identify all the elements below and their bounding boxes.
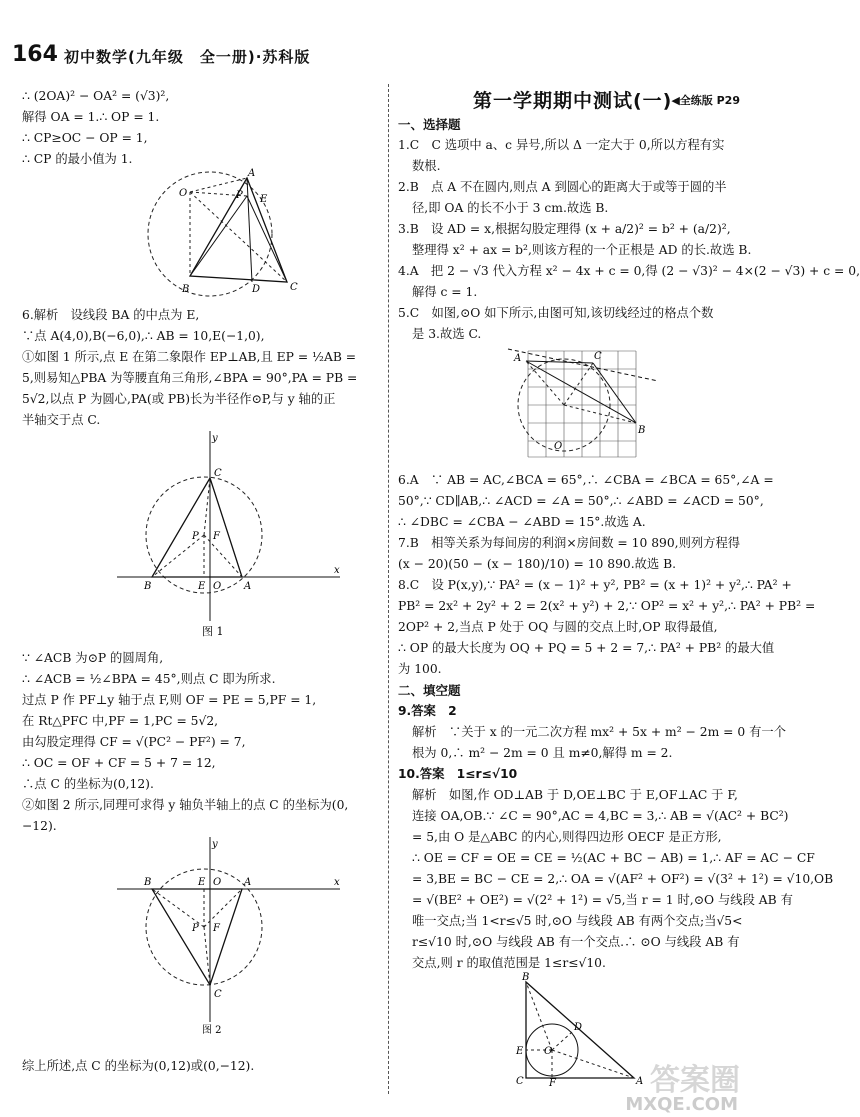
text-line: 综上所述,点 C 的坐标为(0,12)或(0,−12).: [22, 1059, 255, 1073]
exam-title-row: [398, 86, 740, 112]
label-a: A: [244, 581, 252, 592]
label-f: F: [549, 1078, 556, 1089]
label-c: C: [516, 1076, 524, 1087]
label-d: D: [574, 1022, 583, 1033]
label-e: E: [198, 877, 206, 888]
left-column: [22, 86, 382, 1077]
label-f: F: [213, 531, 220, 542]
text-line: 解得 c = 1.: [412, 285, 478, 299]
text-line: 二、填空题: [398, 683, 461, 698]
figure-2-caption: 图 2: [202, 1025, 222, 1036]
label-y: y: [212, 433, 218, 444]
segment-ob: [526, 982, 552, 1050]
segment-ac: [526, 361, 593, 363]
text-line: 根为 0,∴ m² − 2m = 0 且 m≠0,解得 m = 2.: [412, 746, 673, 760]
text-line: = 3,BE = BC − CE = 2,∴ OA = √(AF² + OF²) = √(3² + 1²) = √10,OB: [412, 872, 834, 886]
segment-oa: [526, 361, 564, 405]
label-p: P: [236, 190, 243, 201]
page-number: 164: [12, 42, 58, 67]
text-line: 解析 如图,作 OD⊥AB 于 D,OE⊥BC 于 E,OF⊥AC 于 F,: [412, 788, 738, 802]
text-line: = 5,由 O 是△ABC 的内心,则得四边形 OECF 是正方形,: [412, 830, 722, 844]
label-d: D: [252, 284, 261, 295]
label-e: E: [516, 1046, 524, 1057]
text-line: ②如图 2 所示,同理可求得 y 轴负半轴上的点 C 的坐标为(0,: [22, 798, 349, 812]
label-b: B: [182, 284, 190, 295]
text-line: 4.A 把 2 − √3 代入方程 x² − 4x + c = 0,得 (2 − √3)² − 4×(2 − √3) + c = 0,: [398, 264, 860, 278]
text-line: 交点,则 r 的取值范围是 1≤r≤√10.: [412, 956, 606, 970]
text-line: 过点 P 作 PF⊥y 轴于点 F,则 OF = PE = 5,PF = 1,: [22, 693, 317, 707]
label-a: A: [248, 168, 256, 179]
text-line: ①如图 1 所示,点 E 在第二象限作 EP⊥AB,且 EP = ½AB =: [22, 350, 357, 364]
text-line: 由勾股定理得 CF = √(PC² − PF²) = 7,: [22, 735, 246, 749]
text-line: 5√2,以点 P 为圆心,PA(或 PB)长为半径作⊙P,与 y 轴的正: [22, 392, 336, 406]
text-line: 在 Rt△PFC 中,PF = 1,PC = 5√2,: [22, 714, 219, 728]
segment-oa: [552, 1050, 634, 1078]
text-line: 唯一交点;当 1<r≤√5 时,⊙O 与线段 AB 有两个交点;当√5<: [412, 914, 743, 928]
text-line: 为 100.: [398, 662, 442, 676]
text-line: ∴ OE = CF = OE = CE = ½(AC + BC − AB) = 1,∴ AF = AC − CF: [412, 851, 815, 865]
book-title: 初中数学(九年级 全一册)·苏科版: [64, 48, 311, 66]
text-line: 解析 ∵关于 x 的一元二次方程 mx² + 5x + m² − 2m = 0 有一个: [412, 725, 786, 739]
text-line: 7.B 相等关系为每间房的利润×房间数 = 10 890,则列方程得: [398, 536, 741, 550]
label-b: B: [638, 425, 646, 436]
segment-ab: [526, 361, 636, 423]
segment-ad: [247, 178, 252, 282]
text-line: −12).: [22, 819, 57, 833]
label-c: C: [214, 468, 222, 479]
text-line: 连接 OA,OB.∵ ∠C = 90°,AC = 4,BC = 3,∴ AB = √(AC² + BC²): [412, 809, 789, 823]
label-e: E: [260, 194, 268, 205]
segment-oc: [190, 192, 287, 282]
label-o: O: [179, 188, 188, 199]
label-b: B: [522, 972, 530, 983]
label-e: E: [198, 581, 206, 592]
solution-6-intro: [22, 305, 382, 431]
text-line: ∴ CP≥OC − OP = 1,: [22, 131, 148, 145]
solution-6-body: [22, 648, 382, 837]
segment-od: [552, 1032, 572, 1050]
text-line: 50°,∵ CD∥AB,∴ ∠ACD = ∠A = 50°,∴ ∠ABD = ∠ACD = 50°,: [398, 494, 764, 508]
segment-pc: [247, 196, 287, 282]
text-line: 6.解析 设线段 BA 的中点为 E,: [22, 308, 200, 322]
figure-2: [22, 837, 382, 1049]
text-line: = √(BE² + OE²) = √(2² + 1²) = √5,当 r = 1 时,⊙O 与线段 AB 有: [412, 893, 793, 907]
figure-circle-triangle: [22, 170, 382, 298]
label-x: x: [334, 877, 340, 888]
label-c: C: [290, 282, 298, 293]
text-line: PB² = 2x² + 2y² + 2 = 2(x² + y²) + 2,∵ OP² = x² + y²,∴ PA² + PB² =: [398, 599, 816, 613]
label-f: F: [213, 923, 220, 934]
text-line: 2.B 点 A 不在圆内,则点 A 到圆心的距离大于或等于圆的半: [398, 180, 727, 194]
solution-6-conclusion: [22, 1056, 382, 1077]
text-line: 半轴交于点 C.: [22, 413, 101, 427]
text-line: 5.C 如图,⊙O 如下所示,由图可知,该切线经过的格点个数: [398, 306, 714, 320]
text-line: ∵ ∠ACB 为⊙P 的圆周角,: [22, 651, 164, 665]
text-line: 5,则易知△PBA 为等腰直角三角形,∠BPA = 90°,PA = PB =: [22, 371, 358, 385]
text-line: ∵点 A(4,0),B(−6,0),∴ AB = 10,E(−1,0),: [22, 329, 265, 343]
text-line: 3.B 设 AD = x,根据勾股定理得 (x + a/2)² = b² + (a/2)²,: [398, 222, 731, 236]
page-header: [12, 42, 742, 70]
label-c: C: [594, 351, 602, 362]
text-line: ∴ OC = OF + CF = 5 + 7 = 12,: [22, 756, 216, 770]
text-line: ∴点 C 的坐标为(0,12).: [22, 777, 154, 791]
label-p: P: [192, 923, 199, 934]
text-line: 8.C 设 P(x,y),∵ PA² = (x − 1)² + y², PB² = (x + 1)² + y²,∴ PA² +: [398, 578, 792, 592]
label-b: B: [144, 877, 152, 888]
text-line: ∴ ∠DBC = ∠CBA − ∠ABD = 15°.故选 A.: [398, 515, 646, 529]
triangle-abc: [152, 889, 242, 985]
label-o: O: [554, 441, 563, 452]
label-c: C: [214, 989, 222, 1000]
watermark-url: MXQE.COM: [625, 1094, 738, 1115]
text-line: 10.答案 1≤r≤√10: [398, 767, 518, 781]
text-line: 是 3.故选 C.: [412, 327, 482, 341]
label-a: A: [244, 877, 252, 888]
right-column: [398, 86, 860, 1093]
tangent-line: [508, 349, 658, 381]
label-p: P: [192, 531, 199, 542]
segment-pb: [190, 196, 247, 276]
text-line: ∴ ∠ACB = ½∠BPA = 45°,则点 C 即为所求.: [22, 672, 276, 686]
figure-q5-grid: [398, 345, 740, 463]
text-line: 6.A ∵ AB = AC,∠BCA = 65°,∴ ∠CBA = ∠BCA = 65°,∠A =: [398, 473, 774, 487]
answers-1-5: [398, 114, 860, 345]
text-line: ∴ CP 的最小值为 1.: [22, 152, 133, 166]
exam-title: 第一学期期中测试(一): [473, 90, 673, 112]
text-line: (x − 20)(50 − (x − 180)/10) = 10 890.故选 B.: [398, 557, 677, 571]
label-a: A: [514, 353, 522, 364]
text-line: 1.C C 选项中 a、c 异号,所以 Δ 一定大于 0,所以方程有实: [398, 138, 725, 152]
label-a: A: [636, 1076, 644, 1087]
watermark-logo: 答案圈: [650, 1063, 740, 1098]
label-o: O: [544, 1046, 553, 1057]
column-divider: [388, 84, 390, 1094]
text-line: 一、选择题: [398, 117, 461, 132]
label-y: y: [212, 839, 218, 850]
exam-reference: ◀全练版 P29: [671, 94, 740, 107]
text-line: 径,即 OA 的长不小于 3 cm.故选 B.: [412, 201, 609, 215]
answers-6-10: [398, 470, 834, 974]
text-line: 数根.: [412, 159, 441, 173]
label-o: O: [213, 877, 222, 888]
text-line: r≤√10 时,⊙O 与线段 AB 有一个交点.∴ ⊙O 与线段 AB 有: [412, 935, 740, 949]
label-b: B: [144, 581, 152, 592]
text-line: ∴ OP 的最大长度为 OQ + PQ = 5 + 2 = 7,∴ PA² + PB² 的最大值: [398, 641, 775, 655]
label-x: x: [334, 565, 340, 576]
text-line: 解得 OA = 1.∴ OP = 1.: [22, 110, 160, 124]
text-line: 9.答案 2: [398, 704, 457, 718]
figure-1-caption: 图 1: [202, 625, 224, 638]
solution-5-end: [22, 86, 382, 170]
figure-1: [22, 431, 382, 641]
text-line: 2OP² + 2,当点 P 处于 OQ 与圆的交点上时,OP 取得最值,: [398, 620, 718, 634]
grid: [528, 351, 636, 457]
segment-pb: [152, 889, 204, 927]
label-o: O: [213, 581, 222, 592]
text-line: ∴ (2OA)² − OA² = (√3)²,: [22, 89, 170, 103]
text-line: 整理得 x² + ax = b²,则该方程的一个正根是 AD 的长.故选 B.: [412, 243, 752, 257]
